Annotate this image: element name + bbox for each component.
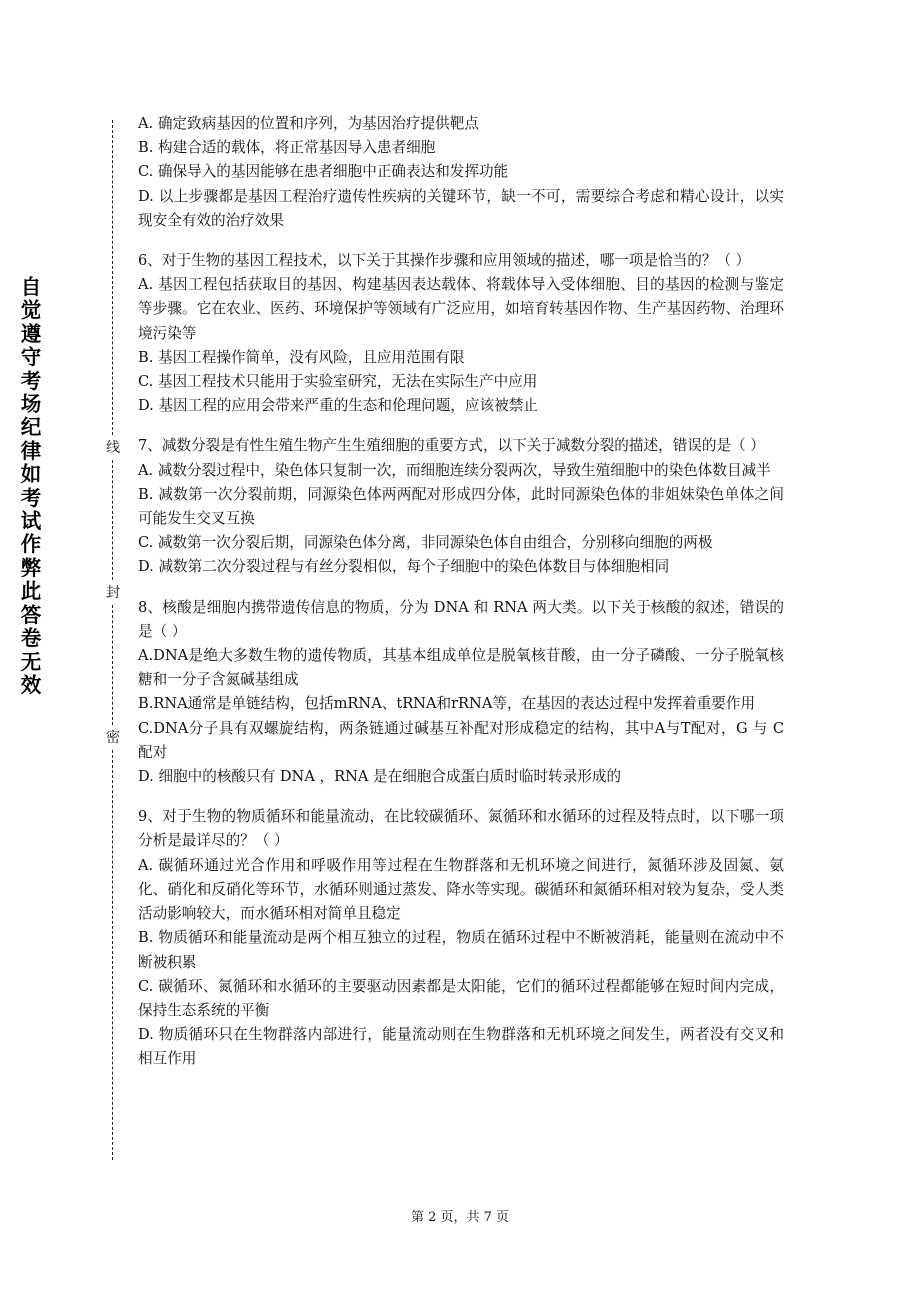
option-d: D. 以上步骤都是基因工程治疗遗传性疾病的关键环节，缺一不可，需要综合考虑和精心设计，以实现安全有效的治疗效果 <box>138 187 784 229</box>
option-b: B.RNA通常是单链结构，包括mRNA、tRNA和rRNA等，在基因的表达过程中发挥着重要作用 <box>138 695 756 713</box>
option-d: D. 减数第二次分裂过程与有丝分裂相似，每个子细胞中的染色体数目与体细胞相同 <box>138 558 670 576</box>
exam-content <box>138 112 784 1072</box>
question-stem: 8、核酸是细胞内携带遗传信息的物质，分为 DNA 和 RNA 两大类。以下关于核酸的叙述，错误的是（ ） <box>138 598 784 640</box>
question-stem: 7、减数分裂是有性生殖生物产生生殖细胞的重要方式，以下关于减数分裂的描述，错误的是（ ） <box>138 437 765 455</box>
question-stem: 9、对于生物的物质循环和能量流动，在比较碳循环、氮循环和水循环的过程及特点时，以下哪一项分析是最详尽的？（ ） <box>138 808 784 850</box>
option-c: C. 减数第一次分裂后期，同源染色体分离，非同源染色体自由组合，分别移向细胞的两极 <box>138 534 713 552</box>
option-c: C.DNA分子具有双螺旋结构，两条链通过碱基互补配对形成稳定的结构，其中A与T配对，G 与 C 配对 <box>138 719 784 761</box>
option-c: C. 基因工程技术只能用于实验室研究，无法在实际生产中应用 <box>138 373 538 391</box>
dashed-segment <box>112 605 113 725</box>
question-8 <box>138 596 784 790</box>
binding-mark-xian: 线 <box>106 440 120 456</box>
binding-mark-feng: 封 <box>106 585 120 601</box>
option-b: B. 构建合适的载体，将正常基因导入患者细胞 <box>138 139 436 157</box>
option-d: D. 物质循环只在生物群落内部进行，能量流动则在生物群落和无机环境之间发生，两者没有交叉和相互作用 <box>138 1026 784 1068</box>
page-number: 第 2 页，共 7 页 <box>410 1210 510 1225</box>
dashed-segment <box>112 120 113 435</box>
option-a: A. 基因工程包括获取目的基因、构建基因表达载体、将载体导入受体细胞、目的基因的检测与鉴定等步骤。它在农业、医药、环境保护等领域有广泛应用，如培育转基因作物、生产基因药物、治理环境污染等 <box>138 276 784 342</box>
question-5-options <box>138 112 784 233</box>
exam-discipline-notice: 自觉遵守考场纪律如考试作弊此答卷无效 <box>20 275 42 697</box>
option-a: A. 确定致病基因的位置和序列，为基因治疗提供靶点 <box>138 115 479 132</box>
option-d: D. 细胞中的核酸只有 DNA ，RNA 是在细胞合成蛋白质时临时转录形成的 <box>138 768 622 786</box>
option-a: A.DNA是绝大多数生物的遗传物质，其基本组成单位是脱氧核苷酸，由一分子磷酸、一分子脱氧核糖和一分子含氮碱基组成 <box>138 647 784 689</box>
option-c: C. 碳循环、氮循环和水循环的主要驱动因素都是太阳能，它们的循环过程都能够在短时间内完成，保持生态系统的平衡 <box>138 977 784 1019</box>
binding-mark-mi: 密 <box>106 730 120 746</box>
option-b: B. 基因工程操作简单，没有风险，且应用范围有限 <box>138 348 465 366</box>
binding-line <box>96 120 136 1160</box>
option-b: B. 减数第一次分裂前期，同源染色体两两配对形成四分体，此时同源染色体的非姐妹染色单体之间可能发生交叉互换 <box>138 485 784 528</box>
question-7 <box>138 434 784 579</box>
option-a: A. 减数分裂过程中，染色体只复制一次，而细胞连续分裂两次，导致生殖细胞中的染色体数目减半 <box>138 461 771 479</box>
option-b: B. 物质循环和能量流动是两个相互独立的过程，物质在循环过程中不断被消耗，能量则在流动中不断被积累 <box>138 929 784 971</box>
dashed-segment <box>112 460 113 580</box>
question-stem: 6、对于生物的基因工程技术，以下关于其操作步骤和应用领域的描述，哪一项是恰当的？（ ） <box>138 252 751 270</box>
option-d: D. 基因工程的应用会带来严重的生态和伦理问题，应该被禁止 <box>138 397 538 415</box>
dashed-segment <box>112 750 113 1160</box>
option-a: A. 碳循环通过光合作用和呼吸作用等过程在生物群落和无机环境之间进行，氮循环涉及固氮、氨化、硝化和反硝化等环节，水循环则通过蒸发、降水等实现。碳循环和氮循环相对较为复杂，受人类活动影响较大，而水循环相对简单且稳定 <box>138 856 784 923</box>
question-6 <box>138 249 784 418</box>
question-9 <box>138 805 784 1071</box>
option-c: C. 确保导入的基因能够在患者细胞中正确表达和发挥功能 <box>138 163 509 181</box>
